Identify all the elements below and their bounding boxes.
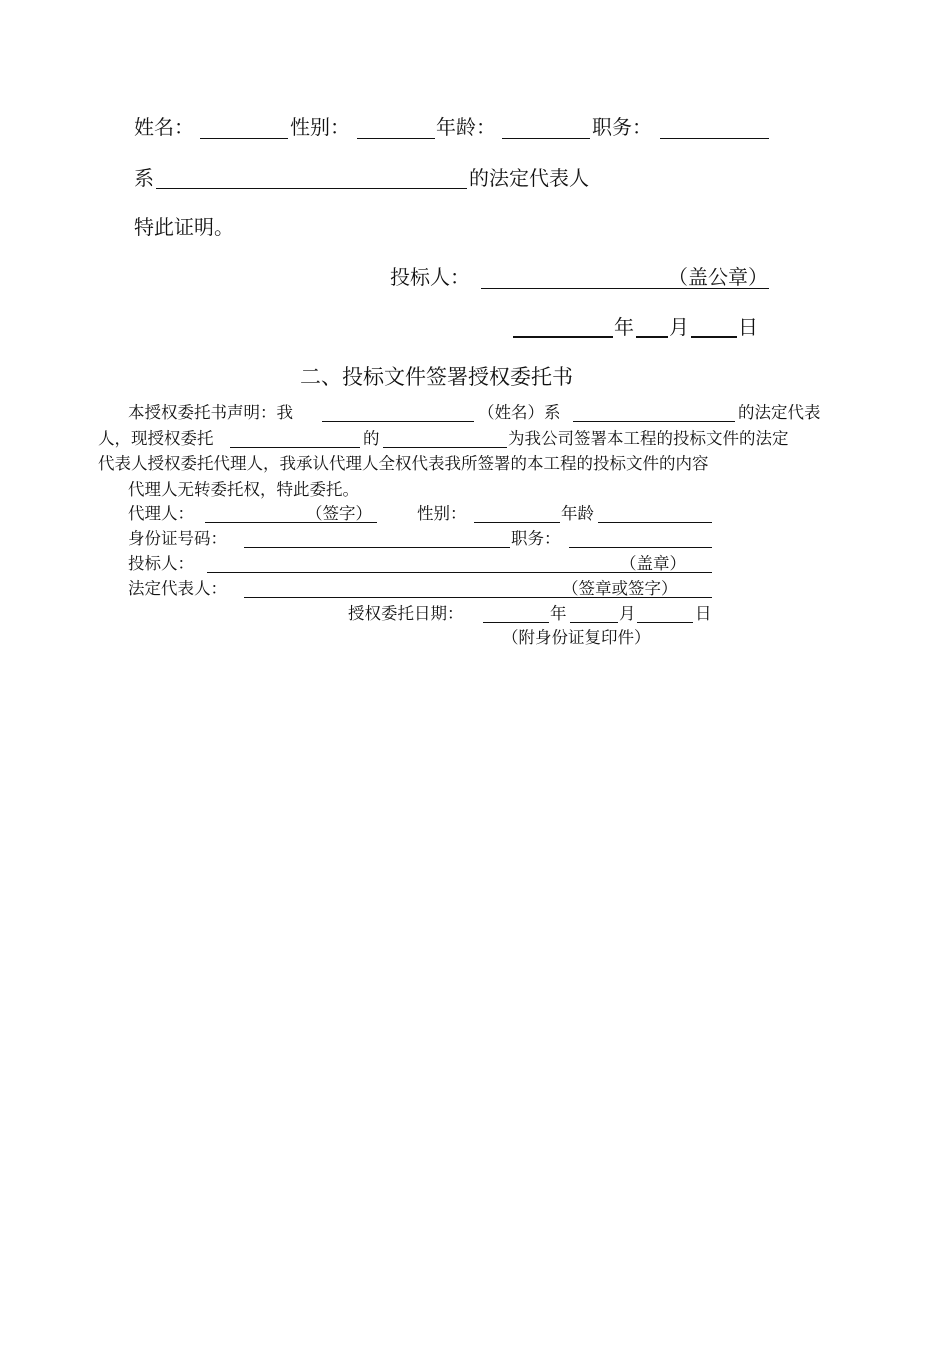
bidder-label: 投标人： (390, 265, 470, 289)
age-label: 年龄： (436, 115, 496, 139)
gender-blank (357, 138, 435, 139)
sign-note: （签字） (306, 504, 372, 523)
agent-age-blank (598, 522, 712, 523)
name-label: 姓名： (134, 115, 194, 139)
legal-rep-label: 法定代表人： (128, 579, 227, 598)
gender-label: 性别： (290, 115, 350, 139)
agent-position-blank (569, 547, 712, 548)
id-label: 身份证号码： (128, 529, 227, 548)
year-blank (513, 336, 613, 338)
attach-note: （附身份证复印件） (502, 628, 651, 647)
agent-company-blank (230, 447, 360, 448)
agent-position-label: 职务： (511, 529, 561, 548)
agent-label: 代理人： (128, 504, 194, 523)
para-line3: 代表人授权委托代理人，我承认代理人全权代表我所签署的本工程的投标文件的内容 (98, 454, 709, 473)
para-line1-b: （姓名）系 (478, 403, 561, 422)
seal-or-sign-note: （签章或签字） (562, 579, 678, 598)
year-label: 年 (614, 315, 634, 339)
para-line1-c: 的法定代表 (738, 403, 821, 422)
auth-month-blank (570, 622, 618, 623)
agent-age-label: 年龄 (561, 504, 594, 523)
company-blank (156, 188, 467, 189)
seal-note: （盖公章） (668, 265, 768, 289)
name-blank (200, 138, 288, 139)
auth-year-blank (483, 622, 549, 623)
principal-company-blank (573, 421, 735, 422)
auth-day-label: 日 (695, 604, 712, 623)
agent-gender-label: 性别： (417, 504, 467, 523)
auth-month-label: 月 (619, 604, 636, 623)
month-label: 月 (669, 315, 689, 339)
para-line1-a: 本授权委托书声明：我 (128, 403, 293, 422)
day-blank (691, 336, 737, 338)
is-prefix: 系 (134, 166, 154, 190)
month-blank (636, 336, 668, 338)
bidder2-label: 投标人： (128, 554, 194, 573)
agent-name-blank (383, 447, 507, 448)
position-label: 职务： (592, 115, 652, 139)
id-blank (244, 547, 510, 548)
certify-text: 特此证明。 (134, 215, 234, 239)
auth-date-label: 授权委托日期： (348, 604, 464, 623)
auth-day-blank (637, 622, 693, 623)
seal2-note: （盖章） (620, 554, 686, 573)
legal-rep-suffix: 的法定代表人 (469, 166, 589, 190)
position-blank (660, 138, 769, 139)
day-label: 日 (738, 315, 758, 339)
para-line2-c: 为我公司签署本工程的投标文件的法定 (508, 429, 789, 448)
para-line4: 代理人无转委托权，特此委托。 (128, 480, 359, 499)
agent-gender-blank (474, 522, 560, 523)
para-line2-a: 人，现授权委托 (98, 429, 214, 448)
section-title: 二、投标文件签署授权委托书 (300, 365, 573, 389)
auth-year-label: 年 (550, 604, 567, 623)
para-line2-b: 的 (363, 429, 380, 448)
principal-name-blank (322, 421, 474, 422)
age-blank (502, 138, 590, 139)
